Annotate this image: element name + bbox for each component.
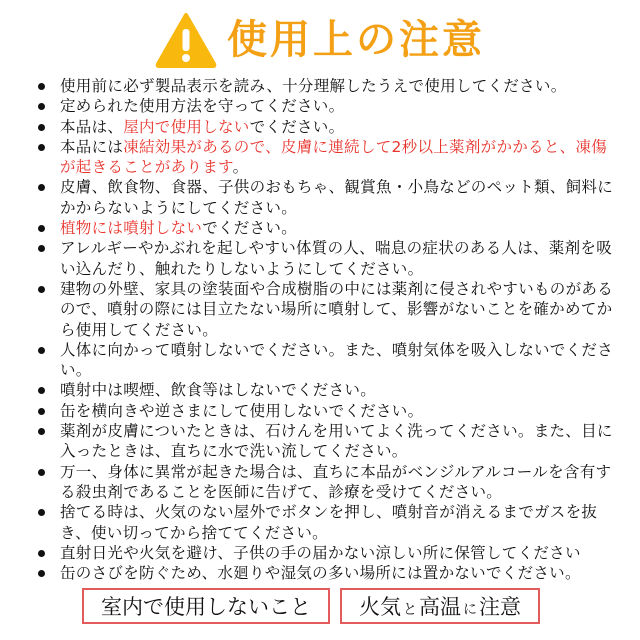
list-item [0, 340, 640, 381]
item-text: でください。 [202, 219, 298, 238]
item-text: アレルギーやかぶれを起しやすい体質の人、喘息の症状のある人は、薬剤を吸い込んだり、触れたりしないようにしてください。 [60, 239, 612, 278]
item-text: 本品は、 [60, 117, 124, 136]
header [0, 10, 640, 70]
highlight-text: 屋内で使用しない [123, 117, 250, 136]
item-text: 直射日光や火気を避け、子供の手の届かない涼しい所に保管してください [60, 543, 581, 562]
list-item [0, 563, 640, 583]
precautions-list [0, 76, 640, 583]
list-item [0, 117, 640, 137]
item-text: 本品には [60, 137, 124, 156]
item-text: 缶のさびを防ぐため、水廻りや湿気の多い場所には置かないでください。 [60, 564, 581, 583]
fire-heat-warning-box [340, 588, 540, 624]
list-item [0, 401, 640, 421]
item-text: 皮膚、飲食物、食器、子供のおもちゃ、観賞魚・小鳥などのペット類、飼料にかからないようにしてください。 [60, 178, 614, 217]
list-item [0, 177, 640, 218]
list-item [0, 238, 640, 279]
caution-text: 注意 [479, 595, 521, 619]
item-text: 。 [232, 158, 249, 177]
particle-ni: に [463, 602, 477, 618]
item-text: 薬剤が皮膚についたときは、石けんを用いてよく洗ってください。また、目に入ったときは、直ちに水で洗い流してください。 [60, 422, 613, 461]
highlight-text: 凍結効果があるので、皮膚に連続して2秒以上薬剤がかかると、凍傷が起きることがあります [60, 137, 608, 177]
fire-text: 火気 [359, 595, 401, 619]
footer-notices [0, 588, 640, 626]
item-text: 噴射中は喫煙、飲食等はしないでください。 [60, 381, 377, 400]
list-item [0, 421, 640, 462]
list-item [0, 218, 640, 238]
warning-icon [155, 12, 217, 68]
particle-to: と [403, 602, 417, 618]
indoor-warning-text: 室内で使用しないこと [101, 595, 311, 619]
page-title: 使用上の注意 [227, 17, 485, 63]
item-text: 人体に向かって噴射しないでください。また、噴射気体を吸入しないでください。 [60, 340, 614, 380]
high-temp-text: 高温 [419, 595, 461, 619]
list-item [0, 76, 640, 96]
list-item [0, 380, 640, 400]
list-item [0, 462, 640, 503]
item-text: 定められた使用方法を守ってください。 [60, 97, 345, 116]
list-item [0, 543, 640, 563]
item-text: 捨てる時は、火気のない屋外でボタンを押し、噴射音が消えるまでガスを抜き、使い切ってから捨ててください。 [60, 503, 598, 542]
item-text: 建物の外壁、家具の塗装面や合成樹脂の中には薬剤に侵されやすいものがあるので、噴射の際には目立たない場所に噴射して、影響がないことを確かめてから使用してください。 [60, 279, 614, 339]
item-text: 万一、身体に異常が起きた場合は、直ちに本品がベンジルアルコールを含有する殺虫剤であることを医師に告げて、診療を受けてください。 [60, 462, 612, 501]
list-item [0, 279, 640, 340]
list-item [0, 96, 640, 116]
indoor-warning-box [82, 588, 330, 624]
highlight-text: 植物には噴射しない [60, 219, 203, 238]
list-item [0, 137, 640, 178]
item-text: 缶を横向きや逆さまにして使用しないでください。 [60, 401, 424, 420]
item-text: でください。 [249, 117, 345, 136]
list-item [0, 502, 640, 543]
item-text: 使用前に必ず製品表示を読み、十分理解したうえで使用してください。 [60, 77, 567, 95]
